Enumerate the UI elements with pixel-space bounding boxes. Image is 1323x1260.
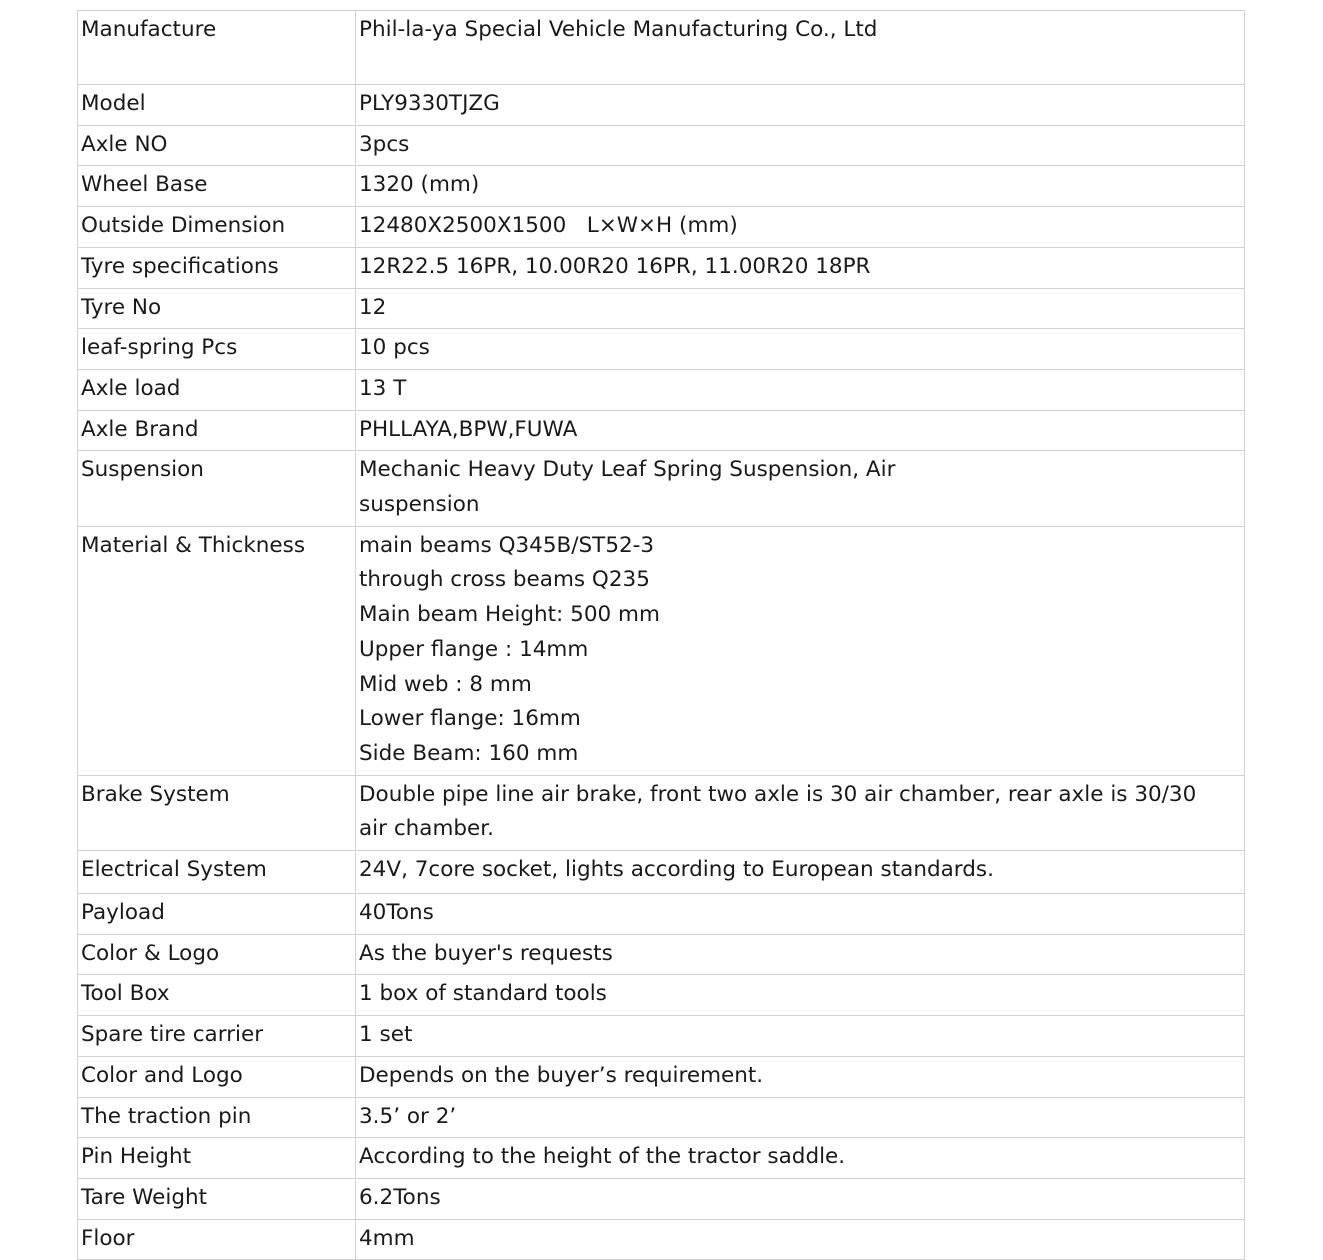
spec-label: Floor	[78, 1219, 356, 1260]
spec-value-line: 12	[359, 294, 387, 320]
table-row	[78, 207, 1245, 248]
spec-table-body	[78, 11, 1245, 1260]
spec-value-line: 3.5’ or 2’	[359, 1103, 457, 1129]
table-row	[78, 934, 1245, 975]
spec-value-line: Depends on the buyer’s requirement.	[359, 1062, 764, 1088]
spec-value	[356, 451, 1245, 526]
spec-value-line: main beams Q345B/ST52-3	[359, 532, 655, 558]
spec-value	[356, 207, 1245, 248]
spec-value-line: Phil-la-ya Special Vehicle Manufacturing Co., Ltd	[359, 17, 878, 42]
table-row	[78, 11, 1245, 85]
spec-value	[356, 369, 1245, 410]
spec-value-line: Lower flange: 16mm	[359, 706, 581, 732]
spec-label: Tare Weight	[78, 1178, 356, 1219]
spec-label: Wheel Base	[78, 166, 356, 207]
table-row	[78, 410, 1245, 451]
table-row	[78, 1178, 1245, 1219]
table-row	[78, 894, 1245, 935]
spec-value	[356, 1097, 1245, 1138]
spec-value-line: As the buyer's requests	[359, 940, 613, 966]
table-row	[78, 775, 1245, 850]
spec-value-line: PLY9330TJZG	[359, 91, 500, 116]
spec-value	[356, 329, 1245, 370]
spec-value	[356, 1056, 1245, 1097]
spec-value-line: 1 box of standard tools	[359, 981, 607, 1007]
spec-value-line: 1320 (mm)	[359, 172, 480, 198]
spec-label: Tyre No	[78, 288, 356, 329]
spec-value-line: 1 set	[359, 1022, 413, 1048]
spec-label: Payload	[78, 894, 356, 935]
spec-label: leaf-spring Pcs	[78, 329, 356, 370]
table-row	[78, 975, 1245, 1016]
spec-label: Tool Box	[78, 975, 356, 1016]
table-row	[78, 166, 1245, 207]
table-row	[78, 1056, 1245, 1097]
spec-value	[356, 166, 1245, 207]
spec-value	[356, 410, 1245, 451]
spec-value-line: 12480X2500X1500 L×W×H (mm)	[359, 213, 738, 239]
spec-value-line: 12R22.5 16PR, 10.00R20 16PR, 11.00R20 18PR	[359, 253, 871, 279]
spec-label: Tyre specifications	[78, 247, 356, 288]
spec-value	[356, 1178, 1245, 1219]
spec-value	[356, 1219, 1245, 1260]
table-row	[78, 329, 1245, 370]
table-row	[78, 1097, 1245, 1138]
spec-label: Axle load	[78, 369, 356, 410]
spec-value	[356, 247, 1245, 288]
spec-value-line: Mid web : 8 mm	[359, 671, 532, 697]
spec-value	[356, 125, 1245, 166]
spec-value-line: Side Beam: 160 mm	[359, 740, 579, 766]
spec-value	[356, 934, 1245, 975]
spec-value	[356, 1138, 1245, 1179]
spec-value	[356, 288, 1245, 329]
spec-value-line: air chamber.	[359, 816, 494, 842]
spec-label: Brake System	[78, 775, 356, 850]
spec-label: Manufacture	[78, 11, 356, 85]
spec-value	[356, 975, 1245, 1016]
spec-value-line: 10 pcs	[359, 335, 430, 361]
table-row	[78, 369, 1245, 410]
spec-label: Electrical System	[78, 851, 356, 894]
spec-value-line: 6.2Tons	[359, 1184, 441, 1210]
spec-label: Color & Logo	[78, 934, 356, 975]
spec-value	[356, 1016, 1245, 1057]
spec-value-line: PHLLAYA,BPW,FUWA	[359, 416, 578, 442]
spec-value-line: 24V, 7core socket, lights according to European standards.	[359, 857, 994, 883]
spec-value-line: Mechanic Heavy Duty Leaf Spring Suspension, Air	[359, 457, 896, 483]
spec-value-line: 13 T	[359, 375, 407, 401]
table-row	[78, 1219, 1245, 1260]
table-row	[78, 851, 1245, 894]
table-row	[78, 526, 1245, 775]
spec-label: Axle Brand	[78, 410, 356, 451]
spec-label: Spare tire carrier	[78, 1016, 356, 1057]
spec-value-line: 3pcs	[359, 131, 410, 157]
spec-value-line: through cross beams Q235	[359, 567, 650, 593]
spec-value	[356, 85, 1245, 126]
table-row	[78, 288, 1245, 329]
table-row	[78, 85, 1245, 126]
spec-value	[356, 894, 1245, 935]
spec-label: Axle NO	[78, 125, 356, 166]
spec-label: Pin Height	[78, 1138, 356, 1179]
spec-label: Color and Logo	[78, 1056, 356, 1097]
spec-value-line: suspension	[359, 492, 480, 518]
table-row	[78, 247, 1245, 288]
spec-value	[356, 775, 1245, 850]
spec-value-line: Upper flange : 14mm	[359, 636, 589, 662]
spec-label: Suspension	[78, 451, 356, 526]
spec-value	[356, 526, 1245, 775]
spec-value	[356, 851, 1245, 894]
spec-value-line: 4mm	[359, 1225, 415, 1251]
table-row	[78, 1016, 1245, 1057]
table-row	[78, 1138, 1245, 1179]
spec-value-line: According to the height of the tractor saddle.	[359, 1144, 846, 1170]
spec-label: Outside Dimension	[78, 207, 356, 248]
table-row	[78, 451, 1245, 526]
spec-value	[356, 11, 1245, 85]
spec-label: Model	[78, 85, 356, 126]
spec-value-line: Main beam Height: 500 mm	[359, 602, 660, 628]
spec-value-line: 40Tons	[359, 900, 434, 926]
spec-value-line: Double pipe line air brake, front two axle is 30 air chamber, rear axle is 30/30	[359, 781, 1197, 807]
spec-table	[77, 10, 1245, 1260]
spec-label: Material & Thickness	[78, 526, 356, 775]
spec-label: The traction pin	[78, 1097, 356, 1138]
table-row	[78, 125, 1245, 166]
